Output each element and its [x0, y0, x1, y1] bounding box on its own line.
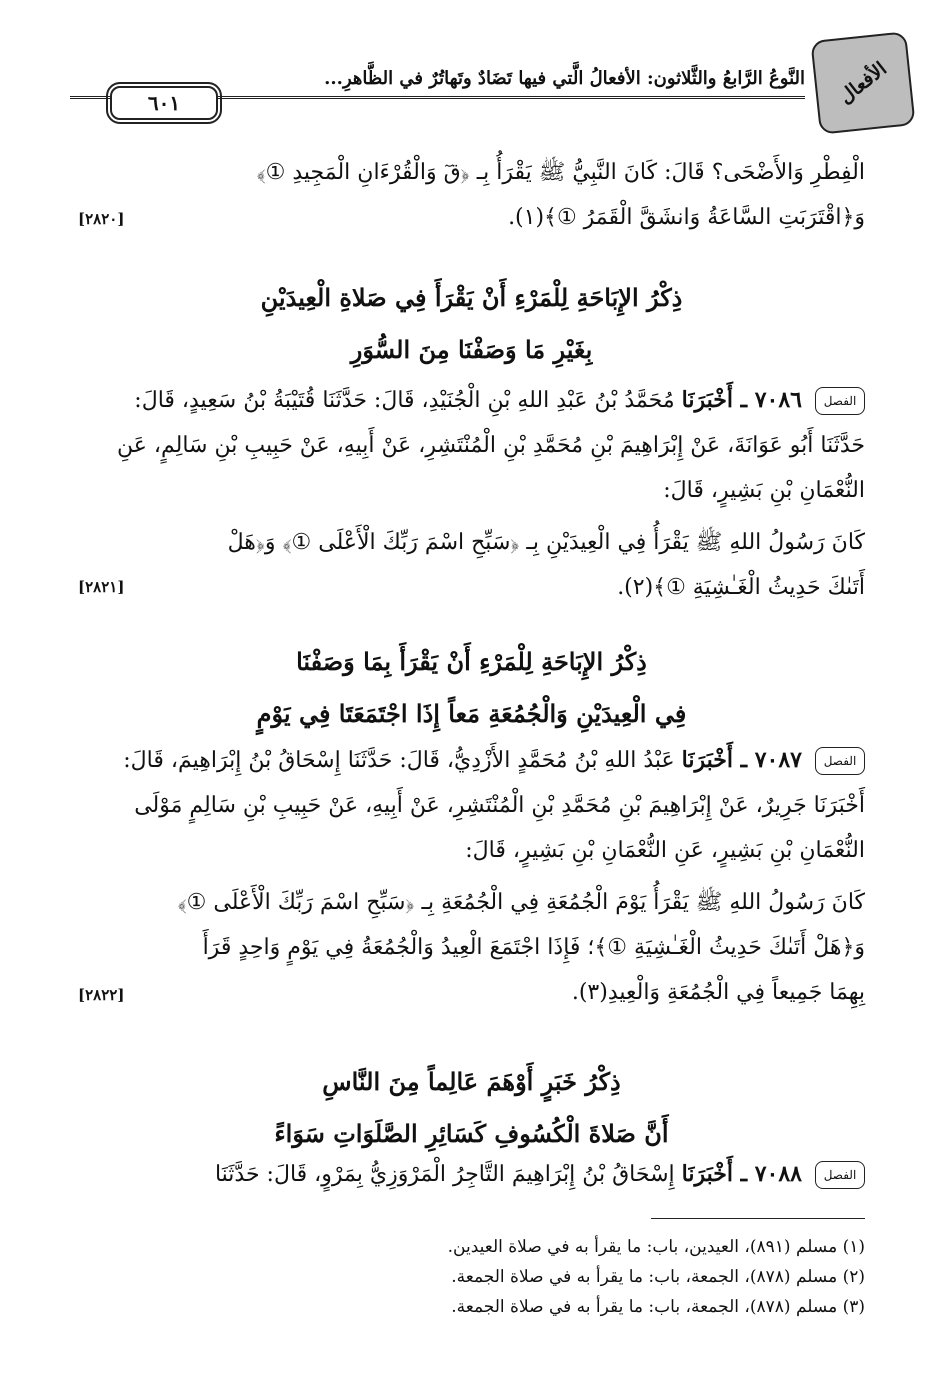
- heading-line-2: أَنَّ صَلاةَ الْكُسُوفِ كَسَائِرِ الصَّلَوَاتِ سَوَاءً: [274, 1119, 669, 1148]
- isnad-line-3: النُّعْمَانِ بْنِ بَشِيرٍ، قَالَ:: [663, 478, 865, 503]
- matn-line-1: كَانَ رَسُولُ اللهِ ﷺ يَقْرَأُ فِي الْعِيدَيْنِ بِـ ﴿سَبِّحِ اسْمَ رَبِّكَ الْأَعْلَى ①﴾ وَ﴿هَلْ: [227, 530, 865, 555]
- page-number: ٦٠١: [110, 86, 218, 120]
- matn-line-2: أَتَىٰكَ حَدِيثُ الْغَـٰشِيَةِ ①﴾(٢).: [617, 575, 865, 600]
- section-heading: [78, 636, 865, 740]
- hadith-isnad: [80, 1152, 865, 1197]
- running-title: النَّوعُ الرَّابعُ والثَّلاثون: الأفعالُ الَّتي فيها تَضَادٌ وتَهاتُرٌ في الظَّاهرِ...: [324, 68, 805, 89]
- intro-line-1: الْفِطْرِ وَالأَضْحَى؟ قَالَ: كَانَ النَّبِيُّ ﷺ يَقْرَأُ بِـ ﴿قٓ وَالْقُرْءَانِ الْمَجِيدِ ①﴾: [256, 160, 865, 185]
- chapter-tab: [810, 31, 915, 135]
- heading-line-2: بِغَيْرِ مَا وَصَفْنَا مِنَ السُّوَرِ: [350, 335, 593, 364]
- isnad-line-1: [80, 1152, 865, 1197]
- hadith-matn: [80, 520, 865, 610]
- isnad-text: إِسْحَاقُ بْنُ إِبْرَاهِيمَ التَّاجِرُ الْمَرْوَزِيُّ بِمَرْوٍ، قَالَ: حَدَّثَنَا: [214, 1162, 675, 1187]
- isnad-line-1: [80, 378, 865, 423]
- isnad-line-3: النُّعْمَانِ بْنِ بَشِيرٍ، عَنِ النُّعْمَانِ بْنِ بَشِيرٍ، قَالَ:: [465, 838, 865, 863]
- running-header: [70, 30, 923, 125]
- section-badge: الفصل: [815, 1161, 865, 1189]
- hadith-ref: [٢٨٢٢]: [78, 986, 125, 1004]
- hadith-ref: [٢٨٢١]: [78, 578, 125, 596]
- matn-line-1: كَانَ رَسُولُ اللهِ ﷺ يَقْرَأُ يَوْمَ الْجُمُعَةِ فِي الْجُمُعَةِ بِـ ﴿سَبِّحِ اسْمَ رَبِّكَ الْأَعْلَى ①﴾: [177, 890, 865, 915]
- isnad-line-1: [80, 738, 865, 783]
- heading-line-1: ذِكْرُ خَبَرٍ أَوْهَمَ عَالِماً مِنَ النَّاسِ: [322, 1067, 621, 1096]
- section-badge: الفصل: [815, 387, 865, 415]
- isnad-text: مُحَمَّدُ بْنُ عَبْدِ اللهِ بْنِ الْجُنَيْدِ، قَالَ: حَدَّثَنَا قُتَيْبَةُ بْنُ سَعِيدٍ، قَالَ:: [134, 388, 675, 413]
- intro-line-2: وَ﴿اقْتَرَبَتِ السَّاعَةُ وَانشَقَّ الْقَمَرُ ①﴾(١).: [508, 205, 865, 230]
- heading-line-2: فِي الْعِيدَيْنِ وَالْجُمُعَةِ مَعاً إِذَا اجْتَمَعَتَا فِي يَوْمٍ: [256, 699, 687, 728]
- section-heading: [78, 272, 865, 376]
- chapter-tab-label: الأفعال: [834, 57, 892, 109]
- matn-line-2: وَ﴿هَلْ أَتَىٰكَ حَدِيثُ الْغَـٰشِيَةِ ①﴾؛ فَإِذَا اجْتَمَعَ الْعِيدُ وَالْجُمُعَةُ فِي يَوْمٍ وَاحِدٍ قَرَأَ: [202, 935, 865, 960]
- hadith-number: ٧٠٨٧ ـ أَخْبَرَنَا: [681, 747, 802, 773]
- hadith-isnad: [80, 378, 865, 513]
- isnad-line-2: حَدَّثَنَا أَبُو عَوَانَةَ، عَنْ إِبْرَاهِيمَ بْنِ مُحَمَّدِ بْنِ الْمُنْتَشِرِ، عَنْ أَبِيهِ، عَنْ حَبِيبِ بْنِ سَالِمٍ، عَنِ: [117, 433, 865, 458]
- isnad-text: عَبْدُ اللهِ بْنُ مُحَمَّدٍ الأَزْدِيُّ، قَالَ: حَدَّثَنَا إِسْحَاقُ بْنُ إِبْرَاهِيمَ، قَالَ:: [123, 748, 675, 773]
- heading-line-1: ذِكْرُ الإِبَاحَةِ لِلْمَرْءِ أَنْ يَقْرَأَ بِمَا وَصَفْنَا: [296, 647, 647, 676]
- section-badge: الفصل: [815, 747, 865, 775]
- hadith-isnad: [80, 738, 865, 873]
- hadith-number: ٧٠٨٨ ـ أَخْبَرَنَا: [681, 1161, 802, 1187]
- isnad-line-2: أَخْبَرَنَا جَرِيرٌ، عَنْ إِبْرَاهِيمَ بْنِ مُحَمَّدِ بْنِ الْمُنْتَشِرِ، عَنْ أَبِيهِ، عَنْ حَبِيبِ بْنِ سَالِمٍ مَوْلَى: [134, 793, 865, 818]
- footnote-2: (٢) مسلم (٨٧٨)، الجمعة، باب: ما يقرأ به في صلاة الجمعة.: [451, 1267, 865, 1287]
- hadith-ref: [٢٨٢٠]: [78, 210, 125, 228]
- footnote-3: (٣) مسلم (٨٧٨)، الجمعة، باب: ما يقرأ به في صلاة الجمعة.: [451, 1297, 865, 1317]
- heading-line-1: ذِكْرُ الإِبَاحَةِ لِلْمَرْءِ أَنْ يَقْرَأَ فِي صَلاةِ الْعِيدَيْنِ: [260, 283, 683, 312]
- hadith-number: ٧٠٨٦ ـ أَخْبَرَنَا: [681, 387, 802, 413]
- intro-paragraph: [80, 150, 865, 240]
- footnote-rule: [651, 1218, 865, 1219]
- hadith-matn: [80, 880, 865, 1015]
- footnote-1: (١) مسلم (٨٩١)، العيدين، باب: ما يقرأ به في صلاة العيدين.: [447, 1237, 865, 1257]
- matn-line-3: بِهِمَا جَمِيعاً فِي الْجُمُعَةِ وَالْعِيدِ(٣).: [571, 980, 865, 1005]
- section-heading: [78, 1056, 865, 1160]
